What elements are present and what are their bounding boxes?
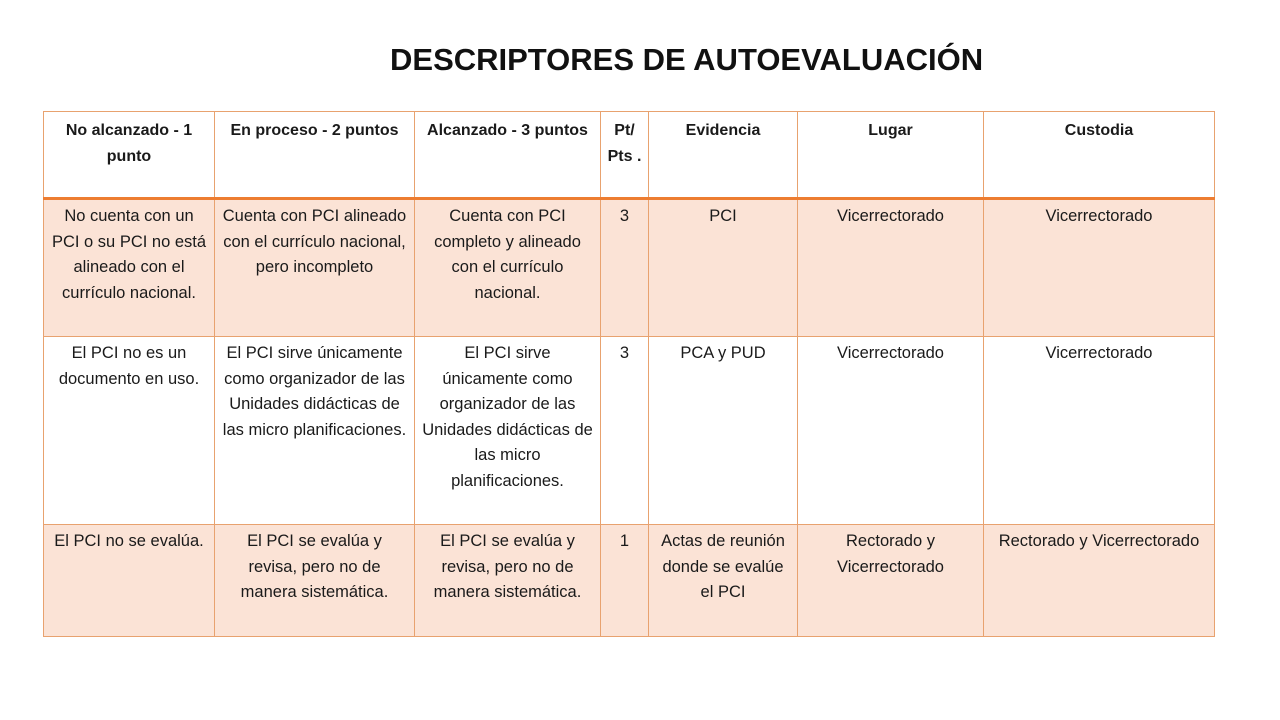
- cell-alcanzado: El PCI sirve únicamente como organizador de las Unidades didácticas de las micro planificaciones.: [415, 337, 601, 525]
- table-row: [44, 337, 1215, 525]
- cell-no-alcanzado: No cuenta con un PCI o su PCI no está alineado con el currículo nacional.: [44, 199, 215, 337]
- cell-custodia: Vicerrectorado: [984, 337, 1215, 525]
- cell-evidencia: Actas de reunión donde se evalúe el PCI: [649, 525, 798, 637]
- header-puntos: Pt/ Pts .: [601, 112, 649, 199]
- title-area: [0, 42, 1280, 86]
- cell-no-alcanzado: El PCI no se evalúa.: [44, 525, 215, 637]
- header-lugar: Lugar: [798, 112, 984, 199]
- cell-evidencia: PCI: [649, 199, 798, 337]
- cell-en-proceso: El PCI sirve únicamente como organizador de las Unidades didácticas de las micro planificaciones.: [215, 337, 415, 525]
- cell-evidencia: PCA y PUD: [649, 337, 798, 525]
- header-alcanzado: Alcanzado - 3 puntos: [415, 112, 601, 199]
- cell-puntos: 3: [601, 337, 649, 525]
- cell-en-proceso: Cuenta con PCI alineado con el currículo nacional, pero incompleto: [215, 199, 415, 337]
- cell-puntos: 1: [601, 525, 649, 637]
- header-no-alcanzado: No alcanzado - 1 punto: [44, 112, 215, 199]
- cell-en-proceso: El PCI se evalúa y revisa, pero no de manera sistemática.: [215, 525, 415, 637]
- cell-lugar: Vicerrectorado: [798, 337, 984, 525]
- table-row: [44, 199, 1215, 337]
- descriptors-table: [43, 111, 1215, 637]
- header-evidencia: Evidencia: [649, 112, 798, 199]
- header-custodia: Custodia: [984, 112, 1215, 199]
- page-title: DESCRIPTORES DE AUTOEVALUACIÓN: [390, 42, 984, 77]
- cell-alcanzado: Cuenta con PCI completo y alineado con el currículo nacional.: [415, 199, 601, 337]
- table-row: [44, 525, 1215, 637]
- cell-custodia: Vicerrectorado: [984, 199, 1215, 337]
- cell-alcanzado: El PCI se evalúa y revisa, pero no de manera sistemática.: [415, 525, 601, 637]
- cell-custodia: Rectorado y Vicerrectorado: [984, 525, 1215, 637]
- header-en-proceso: En proceso - 2 puntos: [215, 112, 415, 199]
- cell-puntos: 3: [601, 199, 649, 337]
- cell-lugar: Rectorado y Vicerrectorado: [798, 525, 984, 637]
- cell-no-alcanzado: El PCI no es un documento en uso.: [44, 337, 215, 525]
- cell-lugar: Vicerrectorado: [798, 199, 984, 337]
- header-row: [44, 112, 1215, 199]
